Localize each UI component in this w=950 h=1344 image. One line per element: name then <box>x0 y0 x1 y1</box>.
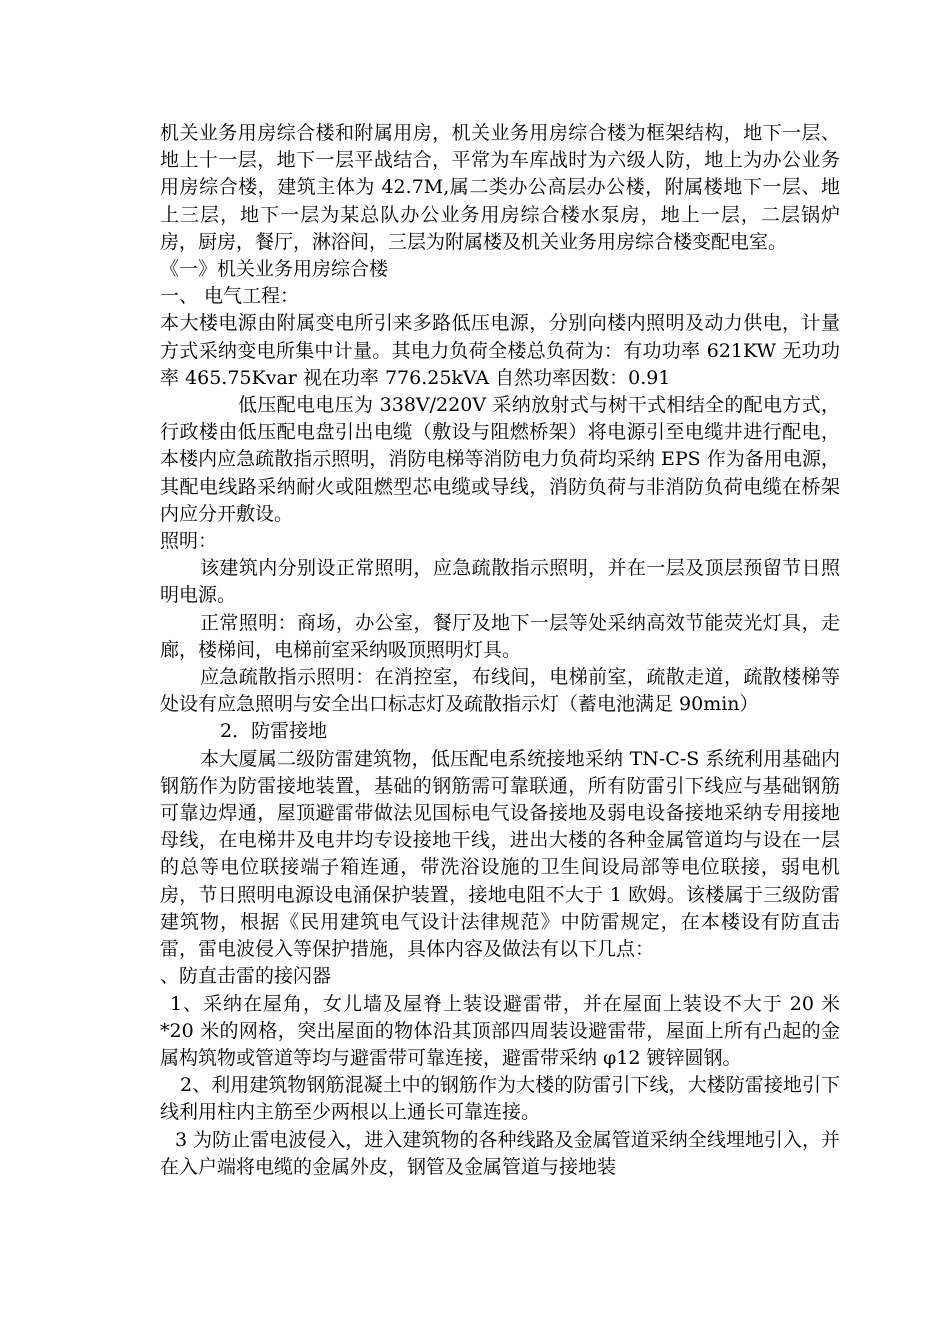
paragraph-emergency-lighting: 应急疏散指示照明：在消控室，布线间，电梯前室，疏散走道，疏散楼梯等处设有应急照明与安全出口标志灯及疏散指示灯（蓄电池满足 90min） <box>160 666 840 716</box>
section-heading-electrical: 一、 电气工程： <box>160 285 300 308</box>
paragraph-lighting-overview: 该建筑内分别设正常照明，应急疏散指示照明，并在一层及顶层预留节日照明电源。 <box>160 557 840 607</box>
section-heading-air-terminal: 、防直击雷的接闪器 <box>160 965 332 988</box>
paragraph-distribution: 低压配电电压为 338V/220V 采纳放射式与树干式相结全的配电方式，行政楼由低压配电盘引出电缆（敷设与阻燃桥架）将电源引至电缆井进行配电，本楼内应急疏散指示照明，消防电梯等消防电力负荷均采纳 EPS 作为备用电源，其配电线路采纳耐火或阻燃型芯电缆或导线，消防负荷与非消防负荷电缆在桥架内应分开敷设。 <box>160 394 840 525</box>
paragraph-lightning-protection: 本大厦属二级防雷建筑物，低压配电系统接地采纳 TN-C-S 系统利用基础内钢筋作为防雷接地装置，基础的钢筋需可靠联通，所有防雷引下线应与基础钢筋可靠边焊通，屋顶避雷带做法见国标电气设备接地及弱电设备接地采纳专用接地母线，在电梯井及电井均专设接地干线，进出大楼的各种金属管道均与设在一层的总等电位联接端子箱连通，带洗浴设施的卫生间设局部等电位联接，弱电机房，节日照明电源设电涌保护装置，接地电阻不大于 1 欧姆。该楼属于三级防雷建筑物，根据《民用建筑电气设计法律规范》中防雷规定，在本楼设有防直击雷，雷电波侵入等保护措施，具体内容及做法有以下几点： <box>160 747 840 961</box>
list-item-3: 3 为防止雷电波侵入，进入建筑物的各种线路及金属管道采纳全线埋地引入，并在入户端将电缆的金属外皮，钢管及金属管道与接地装 <box>160 1128 840 1178</box>
paragraph-power-source: 本大楼电源由附属变电所引来多路低压电源，分别向楼内照明及动力供电，计量方式采纳变电所集中计量。其电力负荷全楼总负荷为：有功功率 621KW 无功功率 465.75Kvar 视在功率 776.25kVA 自然功率因数：0.91 <box>160 312 840 389</box>
list-item-1: 1、采纳在屋角，女儿墙及屋脊上装设避雷带，并在屋面上装设不大于 20 米*20 米的网格，突出屋面的物体沿其顶部四周装设避雷带，屋面上所有凸起的金属构筑物或管道等均与避雷带可靠连接，避雷带采纳 φ12 镀锌圆钢。 <box>160 992 840 1069</box>
section-heading-lightning: 2．防雷接地 <box>220 720 328 743</box>
section-heading-building: 《一》机关业务用房综合楼 <box>160 258 389 281</box>
paragraph-overview: 机关业务用房综合楼和附属用房，机关业务用房综合楼为框架结构，地下一层、地上十一层，地下一层平战结合，平常为车库战时为六级人防，地上为办公业务用房综合楼，建筑主体为 42.7M,属二类办公高层办公楼，附属楼地下一层、地上三层，地下一层为某总队办公业务用房综合楼水泵房，地上一层，二层锅炉房，厨房，餐厅，淋浴间，三层为附属楼及机关业务用房综合楼变配电室。 <box>160 122 840 253</box>
section-heading-lighting: 照明： <box>160 530 218 553</box>
document-body <box>160 120 840 1181</box>
list-item-2: 2、利用建筑物钢筋混凝土中的钢筋作为大楼的防雷引下线，大楼防雷接地引下线利用柱内主筋至少两根以上通长可靠连接。 <box>160 1074 840 1124</box>
paragraph-normal-lighting: 正常照明：商场，办公室，餐厅及地下一层等处采纳高效节能荧光灯具，走廊，楼梯间，电梯前室采纳吸顶照明灯具。 <box>160 611 840 661</box>
